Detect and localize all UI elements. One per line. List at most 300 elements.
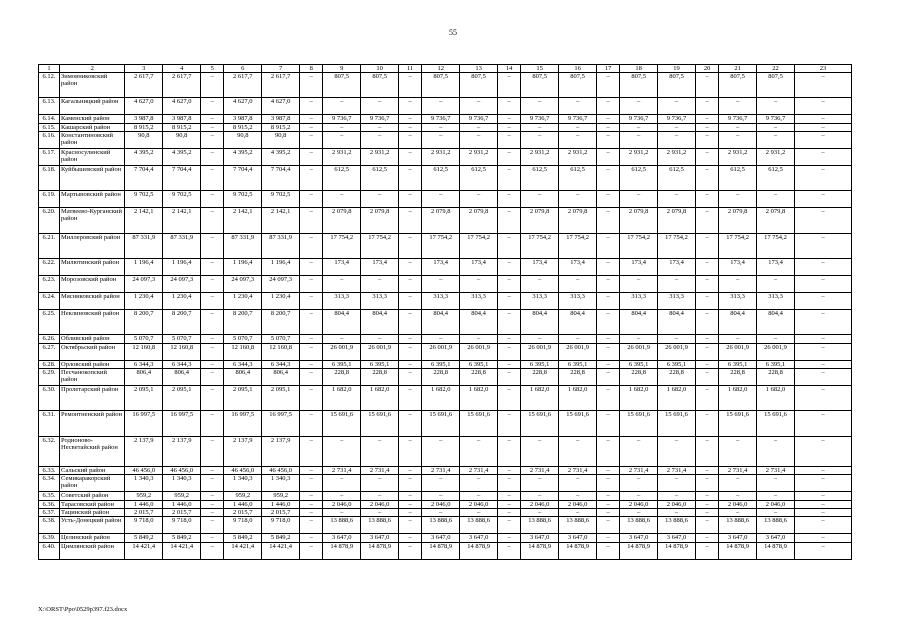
value-cell: –: [323, 436, 361, 466]
value-cell: –: [300, 369, 323, 386]
value-cell: –: [620, 191, 658, 208]
table-row: [39, 492, 852, 500]
value-cell: 2 046,0: [757, 500, 795, 508]
value-cell: –: [399, 73, 422, 98]
value-cell: –: [422, 492, 460, 500]
value-cell: –: [399, 492, 422, 500]
value-cell: –: [559, 98, 597, 115]
value-cell: –: [794, 309, 851, 334]
value-cell: –: [300, 466, 323, 474]
value-cell: –: [300, 309, 323, 334]
value-cell: –: [300, 360, 323, 368]
value-cell: –: [695, 259, 718, 276]
table-row: [39, 309, 852, 334]
header-cell: 3: [125, 65, 163, 73]
value-cell: 13 888,6: [559, 517, 597, 534]
value-cell: –: [460, 492, 498, 500]
value-cell: 804,4: [460, 309, 498, 334]
value-cell: 3 647,0: [460, 534, 498, 542]
table-row: [39, 191, 852, 208]
value-cell: –: [521, 335, 559, 343]
value-cell: –: [597, 259, 620, 276]
value-cell: 4 627,0: [262, 98, 300, 115]
district-name-cell: Зимовниковский район: [60, 73, 125, 98]
value-cell: –: [521, 509, 559, 517]
value-cell: 807,5: [422, 73, 460, 98]
value-cell: 804,4: [719, 309, 757, 334]
value-cell: –: [695, 436, 718, 466]
value-cell: 313,3: [559, 292, 597, 309]
value-cell: 6.13.: [39, 98, 60, 115]
value-cell: 8 200,7: [125, 309, 163, 334]
value-cell: 1 682,0: [719, 385, 757, 410]
value-cell: 14 878,9: [719, 542, 757, 559]
value-cell: 3 647,0: [559, 534, 597, 542]
value-cell: 2 015,7: [125, 509, 163, 517]
value-cell: –: [695, 475, 718, 492]
value-cell: –: [361, 436, 399, 466]
value-cell: 612,5: [757, 166, 795, 191]
value-cell: 2 079,8: [757, 208, 795, 233]
value-cell: 804,4: [361, 309, 399, 334]
value-cell: –: [597, 475, 620, 492]
value-cell: 6.15.: [39, 123, 60, 131]
value-cell: –: [300, 436, 323, 466]
value-cell: –: [620, 276, 658, 293]
value-cell: 612,5: [361, 166, 399, 191]
value-cell: 90,8: [125, 132, 163, 149]
value-cell: 13 888,6: [323, 517, 361, 534]
value-cell: –: [695, 343, 718, 360]
value-cell: –: [498, 492, 521, 500]
value-cell: 9 736,7: [719, 115, 757, 123]
value-cell: 15 691,6: [620, 411, 658, 436]
value-cell: –: [658, 492, 696, 500]
value-cell: 2 079,8: [658, 208, 696, 233]
value-cell: –: [695, 166, 718, 191]
value-cell: –: [498, 436, 521, 466]
value-cell: –: [794, 534, 851, 542]
value-cell: –: [201, 191, 224, 208]
value-cell: 4 395,2: [125, 149, 163, 166]
value-cell: –: [597, 191, 620, 208]
value-cell: –: [399, 335, 422, 343]
value-cell: –: [597, 73, 620, 98]
value-cell: –: [498, 385, 521, 410]
value-cell: 6.39.: [39, 534, 60, 542]
value-cell: 6.18.: [39, 166, 60, 191]
value-cell: –: [695, 335, 718, 343]
value-cell: –: [300, 208, 323, 233]
value-cell: –: [300, 542, 323, 559]
value-cell: 313,3: [719, 292, 757, 309]
value-cell: –: [521, 436, 559, 466]
value-cell: –: [460, 132, 498, 149]
value-cell: –: [323, 475, 361, 492]
value-cell: 1 682,0: [559, 385, 597, 410]
value-cell: –: [695, 191, 718, 208]
value-cell: –: [201, 500, 224, 508]
value-cell: 13 888,6: [757, 517, 795, 534]
value-cell: –: [201, 149, 224, 166]
value-cell: 24 097,3: [262, 276, 300, 293]
value-cell: 2 079,8: [559, 208, 597, 233]
value-cell: 6.32.: [39, 436, 60, 466]
value-cell: 7 704,4: [163, 166, 201, 191]
value-cell: 3 647,0: [323, 534, 361, 542]
header-cell: 1: [39, 65, 60, 73]
value-cell: 3 987,8: [224, 115, 262, 123]
table-row: [39, 276, 852, 293]
value-cell: –: [695, 492, 718, 500]
value-cell: –: [695, 73, 718, 98]
value-cell: –: [658, 276, 696, 293]
value-cell: 1 446,0: [125, 500, 163, 508]
page-number: 55: [449, 28, 457, 37]
value-cell: 2 731,4: [323, 466, 361, 474]
value-cell: 2 731,4: [521, 466, 559, 474]
value-cell: 4 627,0: [224, 98, 262, 115]
value-cell: 4 627,0: [163, 98, 201, 115]
value-cell: 8 200,7: [163, 309, 201, 334]
value-cell: –: [521, 191, 559, 208]
value-cell: 804,4: [521, 309, 559, 334]
value-cell: 46 456,0: [163, 466, 201, 474]
value-cell: –: [620, 98, 658, 115]
value-cell: –: [201, 132, 224, 149]
value-cell: –: [300, 335, 323, 343]
value-cell: 90,8: [224, 132, 262, 149]
value-cell: –: [559, 335, 597, 343]
value-cell: 2 142,1: [224, 208, 262, 233]
value-cell: –: [794, 411, 851, 436]
value-cell: 1 196,4: [224, 259, 262, 276]
value-cell: 2 046,0: [620, 500, 658, 508]
table-row: [39, 509, 852, 517]
value-cell: –: [498, 343, 521, 360]
value-cell: 24 097,3: [163, 276, 201, 293]
value-cell: –: [597, 233, 620, 258]
value-cell: –: [361, 492, 399, 500]
value-cell: 5 070,7: [125, 335, 163, 343]
value-cell: 4 395,2: [262, 149, 300, 166]
value-cell: –: [422, 335, 460, 343]
header-row: [39, 65, 852, 73]
value-cell: 2 046,0: [361, 500, 399, 508]
value-cell: –: [695, 542, 718, 559]
value-cell: –: [719, 132, 757, 149]
value-cell: 2 617,7: [262, 73, 300, 98]
value-cell: –: [521, 98, 559, 115]
value-cell: 2 095,1: [125, 385, 163, 410]
value-cell: 3 647,0: [658, 534, 696, 542]
value-cell: –: [498, 369, 521, 386]
value-cell: 2 079,8: [422, 208, 460, 233]
value-cell: 17 754,2: [620, 233, 658, 258]
value-cell: –: [794, 500, 851, 508]
value-cell: –: [695, 385, 718, 410]
value-cell: 6.31.: [39, 411, 60, 436]
value-cell: –: [399, 385, 422, 410]
value-cell: –: [201, 466, 224, 474]
value-cell: 9 736,7: [658, 115, 696, 123]
value-cell: –: [399, 123, 422, 131]
value-cell: –: [300, 292, 323, 309]
value-cell: 87 331,9: [262, 233, 300, 258]
value-cell: 6.21.: [39, 233, 60, 258]
value-cell: 87 331,9: [224, 233, 262, 258]
value-cell: 15 691,6: [658, 411, 696, 436]
value-cell: 612,5: [620, 166, 658, 191]
district-name-cell: Милютинский район: [60, 259, 125, 276]
value-cell: 2 046,0: [719, 500, 757, 508]
value-cell: –: [361, 132, 399, 149]
district-name-cell: Усть-Донецкий район: [60, 517, 125, 534]
value-cell: 15 691,6: [460, 411, 498, 436]
value-cell: –: [498, 335, 521, 343]
value-cell: 2 095,1: [262, 385, 300, 410]
value-cell: 228,8: [422, 369, 460, 386]
table-row: [39, 411, 852, 436]
value-cell: –: [399, 233, 422, 258]
value-cell: –: [559, 475, 597, 492]
value-cell: –: [559, 492, 597, 500]
value-cell: –: [201, 115, 224, 123]
table-row: [39, 475, 852, 492]
value-cell: 3 647,0: [521, 534, 559, 542]
value-cell: –: [794, 132, 851, 149]
value-cell: 6.30.: [39, 385, 60, 410]
value-cell: 1 446,0: [262, 500, 300, 508]
value-cell: –: [757, 123, 795, 131]
value-cell: 1 340,3: [163, 475, 201, 492]
value-cell: –: [794, 276, 851, 293]
value-cell: –: [597, 98, 620, 115]
value-cell: 6 344,3: [262, 360, 300, 368]
value-cell: –: [399, 276, 422, 293]
value-cell: –: [658, 123, 696, 131]
value-cell: 13 888,6: [460, 517, 498, 534]
value-cell: 14 421,4: [125, 542, 163, 559]
value-cell: –: [399, 191, 422, 208]
value-cell: 13 888,6: [521, 517, 559, 534]
value-cell: –: [597, 132, 620, 149]
value-cell: –: [399, 115, 422, 123]
value-cell: 6.14.: [39, 115, 60, 123]
value-cell: 4 627,0: [125, 98, 163, 115]
value-cell: –: [399, 98, 422, 115]
value-cell: 9 702,5: [163, 191, 201, 208]
value-cell: –: [300, 509, 323, 517]
table-row: [39, 115, 852, 123]
district-name-cell: Кагальницкий район: [60, 98, 125, 115]
value-cell: 313,3: [323, 292, 361, 309]
value-cell: –: [695, 115, 718, 123]
value-cell: 14 878,9: [422, 542, 460, 559]
value-cell: 2 617,7: [125, 73, 163, 98]
value-cell: –: [460, 509, 498, 517]
header-cell: 12: [422, 65, 460, 73]
value-cell: –: [521, 276, 559, 293]
header-cell: 14: [498, 65, 521, 73]
value-cell: 173,4: [658, 259, 696, 276]
value-cell: –: [695, 517, 718, 534]
value-cell: 1 230,4: [224, 292, 262, 309]
value-cell: 806,4: [163, 369, 201, 386]
value-cell: 6 395,1: [521, 360, 559, 368]
value-cell: –: [201, 123, 224, 131]
value-cell: 2 046,0: [422, 500, 460, 508]
value-cell: –: [597, 385, 620, 410]
value-cell: –: [300, 73, 323, 98]
value-cell: 9 736,7: [361, 115, 399, 123]
value-cell: –: [201, 542, 224, 559]
value-cell: –: [597, 276, 620, 293]
value-cell: –: [597, 208, 620, 233]
value-cell: 6.33.: [39, 466, 60, 474]
value-cell: 3 647,0: [757, 534, 795, 542]
value-cell: 26 001,9: [559, 343, 597, 360]
value-cell: –: [597, 166, 620, 191]
value-cell: 804,4: [422, 309, 460, 334]
value-cell: –: [300, 411, 323, 436]
value-cell: –: [300, 259, 323, 276]
value-cell: 2 079,8: [460, 208, 498, 233]
value-cell: –: [361, 276, 399, 293]
value-cell: –: [498, 208, 521, 233]
value-cell: 1 340,3: [224, 475, 262, 492]
table-row: [39, 466, 852, 474]
value-cell: 90,8: [163, 132, 201, 149]
value-cell: –: [300, 517, 323, 534]
value-cell: 228,8: [719, 369, 757, 386]
value-cell: 228,8: [658, 369, 696, 386]
value-cell: 9 736,7: [620, 115, 658, 123]
value-cell: 6.19.: [39, 191, 60, 208]
value-cell: –: [597, 292, 620, 309]
value-cell: –: [498, 233, 521, 258]
value-cell: 2 931,2: [658, 149, 696, 166]
value-cell: –: [658, 475, 696, 492]
value-cell: 612,5: [460, 166, 498, 191]
value-cell: –: [323, 335, 361, 343]
value-cell: –: [300, 534, 323, 542]
value-cell: 1 682,0: [757, 385, 795, 410]
value-cell: –: [620, 123, 658, 131]
value-cell: 173,4: [323, 259, 361, 276]
value-cell: 612,5: [719, 166, 757, 191]
value-cell: 2 095,1: [224, 385, 262, 410]
value-cell: –: [300, 475, 323, 492]
value-cell: –: [422, 123, 460, 131]
budget-table: [38, 64, 852, 560]
value-cell: –: [201, 233, 224, 258]
value-cell: –: [719, 98, 757, 115]
district-name-cell: Целинский район: [60, 534, 125, 542]
value-cell: –: [323, 132, 361, 149]
value-cell: 959,2: [163, 492, 201, 500]
value-cell: 173,4: [620, 259, 658, 276]
value-cell: 1 682,0: [361, 385, 399, 410]
value-cell: –: [620, 475, 658, 492]
value-cell: –: [460, 191, 498, 208]
value-cell: –: [597, 335, 620, 343]
header-cell: 19: [658, 65, 696, 73]
value-cell: –: [695, 360, 718, 368]
value-cell: –: [658, 509, 696, 517]
value-cell: –: [201, 73, 224, 98]
value-cell: –: [719, 123, 757, 131]
value-cell: 14 878,9: [658, 542, 696, 559]
value-cell: 6.27.: [39, 343, 60, 360]
file-path-footer: Х:\ORST\Ppo\0529p397.f23.docx: [38, 606, 128, 613]
value-cell: 807,5: [521, 73, 559, 98]
table-row: [39, 500, 852, 508]
value-cell: 2 137,9: [125, 436, 163, 466]
value-cell: 2 931,2: [719, 149, 757, 166]
value-cell: 3 647,0: [719, 534, 757, 542]
value-cell: 806,4: [262, 369, 300, 386]
value-cell: –: [498, 411, 521, 436]
value-cell: –: [658, 335, 696, 343]
value-cell: 804,4: [559, 309, 597, 334]
header-cell: 5: [201, 65, 224, 73]
value-cell: 15 691,6: [323, 411, 361, 436]
value-cell: 1 230,4: [163, 292, 201, 309]
value-cell: 7 704,4: [262, 166, 300, 191]
value-cell: 13 888,6: [422, 517, 460, 534]
value-cell: –: [597, 309, 620, 334]
value-cell: 2 095,1: [163, 385, 201, 410]
value-cell: –: [719, 492, 757, 500]
value-cell: 26 001,9: [757, 343, 795, 360]
district-name-cell: Тарасовский район: [60, 500, 125, 508]
value-cell: 1 682,0: [422, 385, 460, 410]
value-cell: 2 137,9: [224, 436, 262, 466]
value-cell: –: [300, 191, 323, 208]
value-cell: –: [695, 149, 718, 166]
value-cell: –: [521, 123, 559, 131]
value-cell: 1 682,0: [460, 385, 498, 410]
value-cell: –: [201, 309, 224, 334]
value-cell: 17 754,2: [658, 233, 696, 258]
value-cell: –: [300, 123, 323, 131]
value-cell: –: [498, 360, 521, 368]
value-cell: 7 704,4: [125, 166, 163, 191]
value-cell: –: [757, 276, 795, 293]
value-cell: –: [695, 233, 718, 258]
district-name-cell: Неклиновский район: [60, 309, 125, 334]
value-cell: –: [695, 309, 718, 334]
value-cell: 1 230,4: [125, 292, 163, 309]
value-cell: –: [719, 191, 757, 208]
value-cell: 17 754,2: [757, 233, 795, 258]
header-cell: 4: [163, 65, 201, 73]
value-cell: 2 931,2: [757, 149, 795, 166]
value-cell: 14 878,9: [559, 542, 597, 559]
value-cell: –: [658, 191, 696, 208]
value-cell: 14 421,4: [262, 542, 300, 559]
district-name-cell: Миллеровский район: [60, 233, 125, 258]
value-cell: –: [399, 343, 422, 360]
value-cell: 12 160,8: [125, 343, 163, 360]
value-cell: –: [597, 343, 620, 360]
value-cell: –: [498, 466, 521, 474]
value-cell: –: [399, 500, 422, 508]
value-cell: 14 878,9: [460, 542, 498, 559]
value-cell: –: [300, 132, 323, 149]
value-cell: –: [658, 436, 696, 466]
